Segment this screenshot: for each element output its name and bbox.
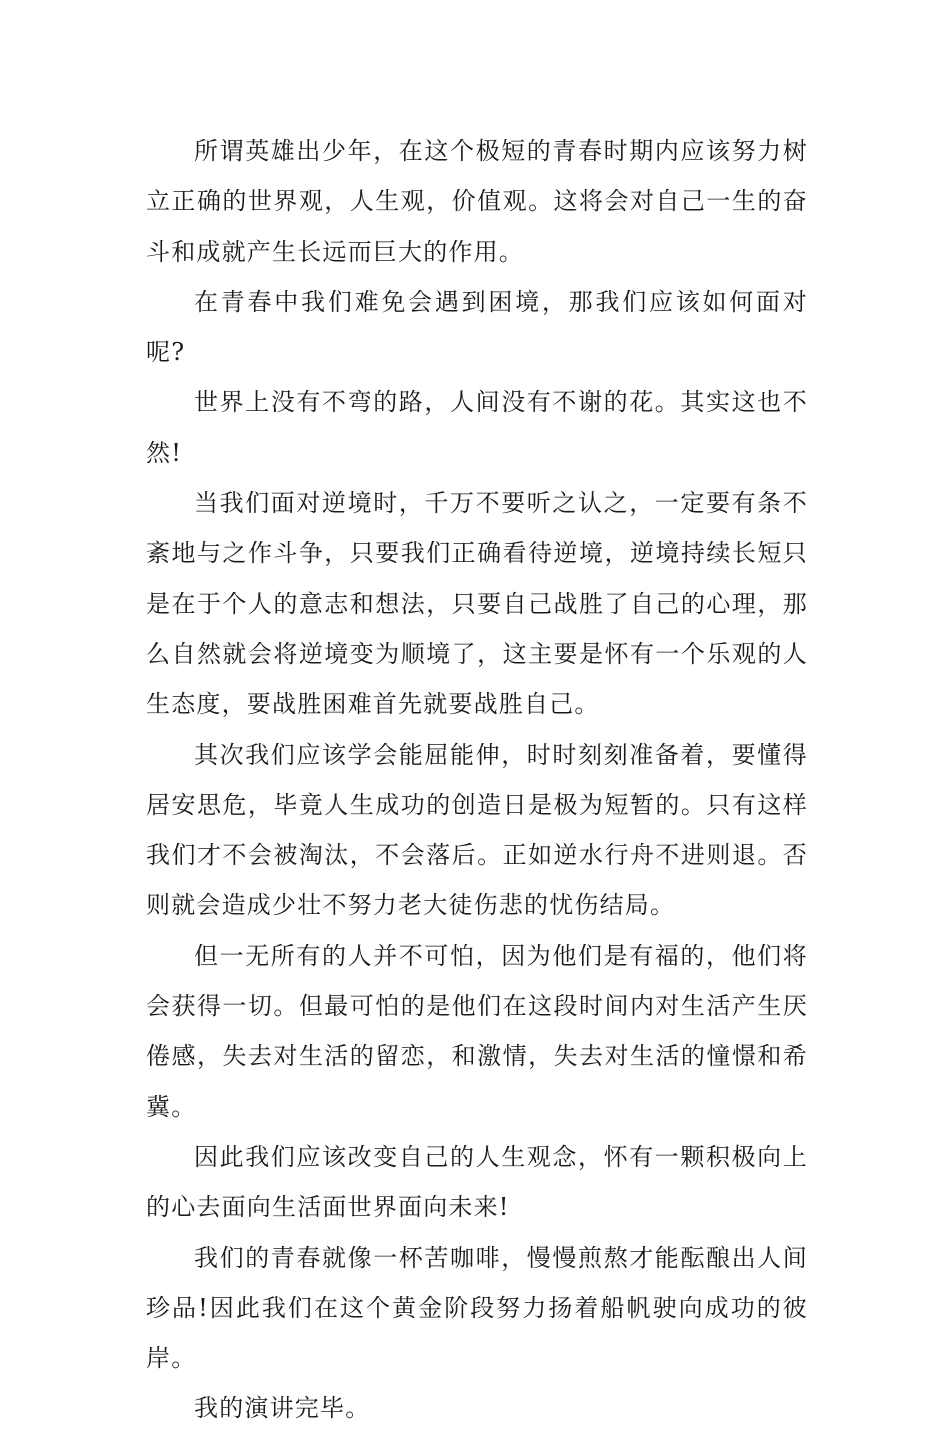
document-body <box>146 126 808 1434</box>
paragraph: 当我们面对逆境时，千万不要听之认之，一定要有条不紊地与之作斗争，只要我们正确看待逆境，逆境持续长短只是在于个人的意志和想法，只要自己战胜了自己的心理，那么自然就会将逆境变为顺境了，这主要是怀有一个乐观的人生态度，要战胜困难首先就要战胜自己。 <box>146 489 808 719</box>
paragraph: 但一无所有的人并不可怕，因为他们是有福的，他们将会获得一切。但最可怕的是他们在这段时间内对生活产生厌倦感，失去对生活的留恋，和激情，失去对生活的憧憬和希冀。 <box>146 941 808 1121</box>
paragraph: 所谓英雄出少年，在这个极短的青春时期内应该努力树立正确的世界观，人生观，价值观。这将会对自己一生的奋斗和成就产生长远而巨大的作用。 <box>146 137 808 266</box>
paragraph: 因此我们应该改变自己的人生观念，怀有一颗积极向上的心去面向生活面世界面向未来! <box>146 1142 808 1222</box>
paragraph: 在青春中我们难免会遇到困境，那我们应该如何面对呢? <box>146 287 808 367</box>
paragraph: 其次我们应该学会能屈能伸，时时刻刻准备着，要懂得居安思危，毕竟人生成功的创造日是极为短暂的。只有这样我们才不会被淘汰，不会落后。正如逆水行舟不进则退。否则就会造成少壮不努力老大徒伤悲的忧伤结局。 <box>146 740 808 920</box>
paragraph: 我们的青春就像一杯苦咖啡，慢慢煎熬才能酝酿出人间珍品!因此我们在这个黄金阶段努力扬着船帆驶向成功的彼岸。 <box>146 1243 808 1373</box>
paragraph: 世界上没有不弯的路，人间没有不谢的花。其实这也不然! <box>146 388 808 467</box>
paragraph: 我的演讲完毕。 <box>194 1394 371 1423</box>
